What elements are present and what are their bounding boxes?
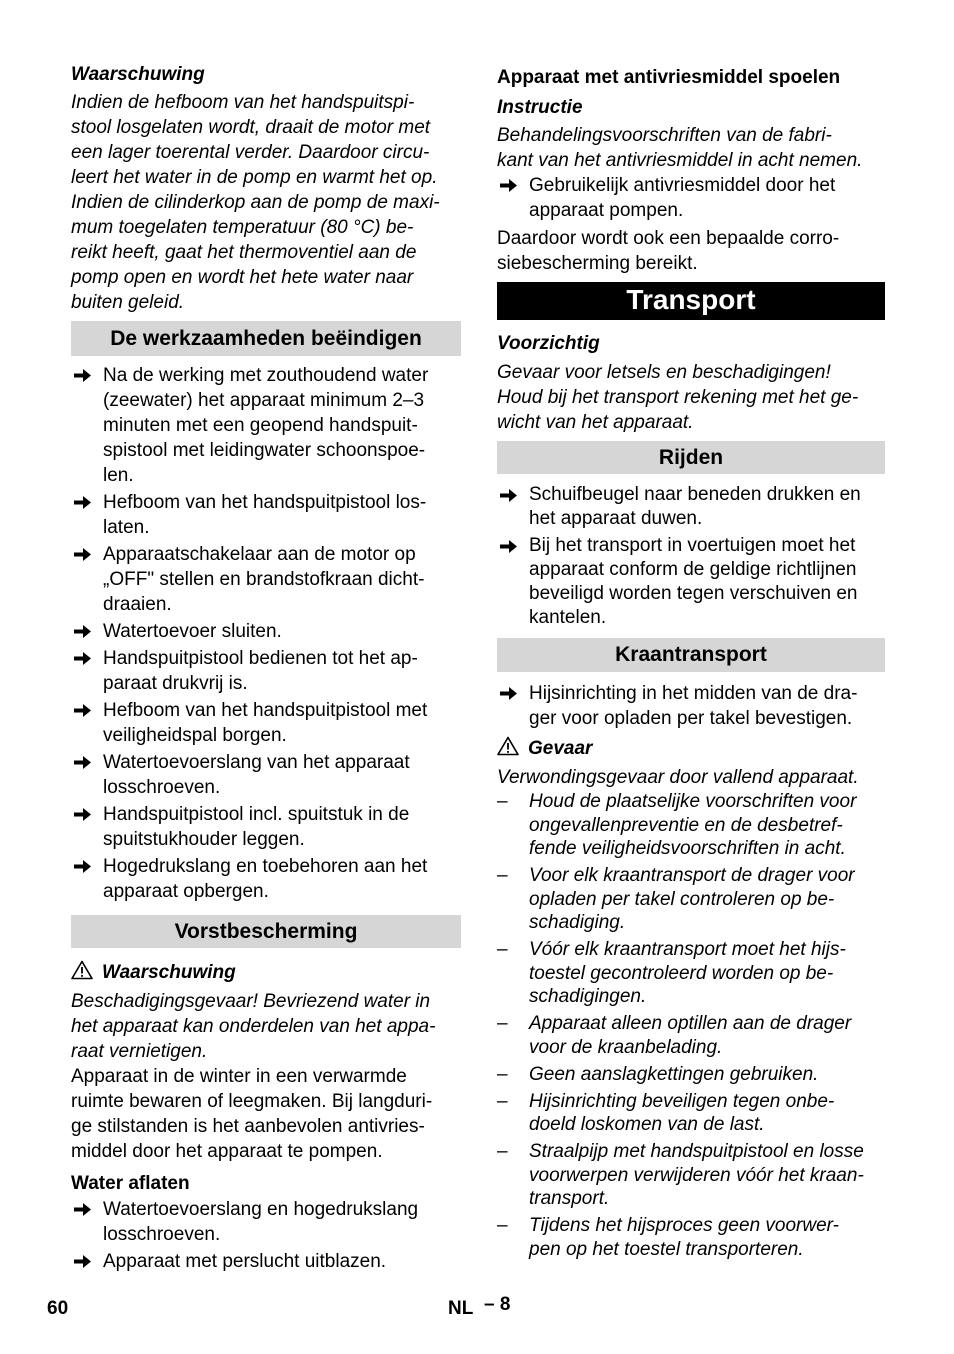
werkzaamheden-list [71, 363, 461, 904]
item-line: Watertoevoerslang van het apparaat [103, 752, 410, 773]
item-line: voor de kraanbelading. [529, 1036, 723, 1058]
bullet-item [71, 363, 461, 488]
text-line: mum toegelaten temperatuur (80 °C) be- [71, 217, 414, 238]
dash-item [497, 1090, 885, 1137]
text-line: Daardoor wordt ook een bepaalde corro- [497, 228, 840, 249]
arrow-right-icon [71, 698, 93, 723]
arrow-right-icon [71, 1197, 93, 1222]
arrow-right-icon [71, 646, 93, 671]
arrow-right-icon [497, 483, 519, 508]
arrow-right-icon [497, 173, 519, 198]
text-line: Indien de hefboom van het handspuitspi- [71, 92, 415, 113]
item-line: opladen per takel controleren op be- [529, 888, 835, 910]
warning-triangle-icon [71, 960, 93, 980]
dash-marker: – [497, 1141, 508, 1162]
dash-item [497, 1012, 885, 1059]
item-line: Hijsinrichting in het midden van de dra- [529, 683, 858, 704]
item-line: spuitstukhouder leggen. [103, 829, 305, 850]
item-line: Na de werking met zouthoudend water [103, 365, 429, 386]
item-line: Handspuitpistool bedienen tot het ap- [103, 648, 418, 669]
text-line: siebescherming bereikt. [497, 253, 698, 274]
item-line: schadiging. [529, 912, 626, 933]
text-line: stool losgelaten wordt, draait de motor met [71, 117, 431, 138]
dash-marker: – [497, 791, 508, 812]
item-line: losschroeven. [103, 1224, 221, 1245]
spoelen-list [497, 173, 885, 223]
arrow-right-icon [71, 619, 93, 644]
text-line: Behandelingsvoorschriften van de fabri- [497, 125, 832, 146]
gevaar-intro: Verwondingsgevaar door vallend apparaat. [497, 767, 859, 788]
page-number: 60 [47, 1298, 69, 1319]
vorst-warning-heading [71, 960, 461, 985]
text-line: wicht van het apparaat. [497, 412, 694, 433]
spoelen-body [497, 226, 885, 276]
spoelen-heading: Apparaat met antivriesmiddel spoelen [497, 67, 841, 88]
instructie-heading: Instructie [497, 97, 583, 118]
bullet-item [71, 619, 461, 644]
gevaar-heading [497, 736, 885, 761]
dash-item [497, 938, 885, 1009]
dash-marker: – [497, 1013, 508, 1034]
language-code: NL [448, 1298, 474, 1319]
item-line: Apparaat alleen optillen aan de drager [529, 1013, 852, 1034]
item-line: voorwerpen verwijderen vóór het kraan- [529, 1164, 864, 1186]
item-line: Vóór elk kraantransport moet het hijs- [529, 939, 846, 960]
arrow-right-icon [71, 750, 93, 775]
warning-text [71, 90, 461, 315]
item-line: draaien. [103, 594, 172, 615]
item-line: Geen aanslagkettingen gebruiken. [529, 1063, 819, 1085]
bullet-item [71, 1197, 461, 1247]
item-line: Hefboom van het handspuitpistool met [103, 700, 428, 721]
item-line: paraat drukvrij is. [103, 673, 248, 694]
item-line: fende veiligheidsvoorschriften in acht. [529, 838, 846, 859]
item-line: (zeewater) het apparaat minimum 2–3 [103, 390, 425, 411]
dash-item [497, 790, 885, 861]
water-aflaten-heading: Water aflaten [71, 1173, 190, 1194]
bullet-item [71, 490, 461, 540]
item-line: Handspuitpistool incl. spuitstuk in de [103, 804, 410, 825]
bullet-item [71, 854, 461, 904]
item-line: apparaat opbergen. [103, 881, 269, 902]
section-heading-werkzaamheden: De werkzaamheden beëindigen [71, 321, 461, 356]
arrow-right-icon [71, 542, 93, 567]
arrow-right-icon [71, 1249, 93, 1274]
text-line: Gevaar voor letsels en beschadigingen! [497, 362, 831, 383]
section-heading-kraantransport: Kraantransport [497, 638, 885, 672]
section-page-number: – 8 [484, 1294, 511, 1315]
transport-heading: Transport [497, 282, 885, 320]
vorst-warning-label: Waarschuwing [102, 962, 236, 983]
text-line: pomp open en wordt het hete water naar [71, 267, 414, 288]
dash-marker: – [497, 1063, 508, 1085]
dash-marker: – [497, 939, 508, 960]
text-line: raat vernietigen. [71, 1041, 208, 1062]
item-line: apparaat pompen. [529, 200, 684, 221]
item-line: Tijdens het hijsproces geen voorwer- [529, 1215, 839, 1236]
arrow-right-icon [497, 681, 519, 706]
item-line: „OFF" stellen en brandstofkraan dicht- [103, 569, 425, 590]
warning-heading: Waarschuwing [71, 64, 205, 85]
arrow-right-icon [497, 534, 519, 559]
text-line: middel door het apparaat te pompen. [71, 1141, 383, 1162]
item-line: losschroeven. [103, 777, 221, 798]
bullet-item [497, 483, 885, 531]
dash-item [497, 864, 885, 935]
item-line: len. [103, 465, 134, 486]
item-line: kantelen. [529, 607, 607, 628]
text-line: Indien de cilinderkop aan de pomp de maxi- [71, 192, 440, 213]
text-line: een lager toerental verder. Daardoor circu- [71, 142, 430, 163]
text-line: Apparaat in de winter in een verwarmde [71, 1066, 407, 1087]
item-line: Gebruikelijk antivriesmiddel door het [529, 175, 836, 196]
item-line: Apparaat met perslucht uitblazen. [103, 1251, 387, 1272]
gevaar-dash-list [497, 790, 885, 1261]
text-line: ge stilstanden is het aanbevolen antivries- [71, 1116, 425, 1137]
item-line: Straalpijp met handspuitpistool en losse [529, 1141, 864, 1162]
text-line: Houd bij het transport rekening met het ge- [497, 387, 859, 408]
bullet-item [497, 534, 885, 630]
bullet-item [71, 542, 461, 617]
dash-marker: – [497, 1215, 508, 1236]
instructie-text [497, 123, 885, 173]
arrow-right-icon [71, 490, 93, 515]
item-line: minuten met een geopend handspuit- [103, 415, 418, 436]
arrow-right-icon [71, 802, 93, 827]
item-line: spistool met leidingwater schoonspoe- [103, 440, 426, 461]
text-line: ruimte bewaren of leegmaken. Bij langduri- [71, 1091, 433, 1112]
item-line: Schuifbeugel naar beneden drukken en [529, 484, 861, 505]
text-line: reikt heeft, gaat het thermoventiel aan de [71, 242, 417, 263]
item-line: ger voor opladen per takel bevestigen. [529, 708, 853, 729]
item-line: schadigingen. [529, 986, 647, 1007]
text-line: buiten geleid. [71, 292, 185, 313]
bullet-item [71, 646, 461, 696]
voorzichtig-text [497, 360, 885, 435]
vorst-body-text [71, 1064, 461, 1164]
arrow-right-icon [71, 854, 93, 879]
gevaar-label: Gevaar [528, 738, 593, 759]
dash-marker: – [497, 865, 508, 886]
arrow-right-icon [71, 363, 93, 388]
dash-item [497, 1063, 885, 1087]
item-line: Hefboom van het handspuitpistool los- [103, 492, 427, 513]
rijden-list [497, 483, 885, 630]
item-line: Hijsinrichting beveiligen tegen onbe- [529, 1090, 835, 1112]
kraan-list [497, 681, 885, 731]
item-line: pen op het toestel transporteren. [529, 1238, 804, 1260]
item-line: beveiligd worden tegen verschuiven en [529, 583, 858, 604]
dash-item [497, 1140, 885, 1211]
text-line: kant van het antivriesmiddel in acht nemen. [497, 150, 863, 171]
water-aflaten-list [71, 1197, 461, 1274]
section-heading-vorstbescherming: Vorstbescherming [71, 915, 461, 948]
section-heading-rijden: Rijden [497, 441, 885, 474]
item-line: Apparaatschakelaar aan de motor op [103, 544, 416, 565]
bullet-item [71, 802, 461, 852]
item-line: Bij het transport in voertuigen moet het [529, 535, 856, 556]
item-line: het apparaat duwen. [529, 508, 703, 529]
item-line: apparaat conform de geldige richtlijnen [529, 559, 857, 580]
item-line: laten. [103, 517, 150, 538]
item-line: Voor elk kraantransport de drager voor [529, 865, 855, 886]
item-line: veiligheidspal borgen. [103, 725, 287, 746]
bullet-item [71, 1249, 461, 1274]
bullet-item [497, 681, 885, 731]
item-line: transport. [529, 1188, 610, 1209]
bullet-item [71, 698, 461, 748]
vorst-warning-text [71, 989, 461, 1064]
item-line: ongevallenpreventie en de desbetref- [529, 814, 843, 836]
text-line: het apparaat kan onderdelen van het appa- [71, 1016, 436, 1037]
bullet-item [497, 173, 885, 223]
text-line: Beschadigingsgevaar! Bevriezend water in [71, 991, 431, 1012]
item-line: toestel gecontroleerd worden op be- [529, 962, 834, 984]
item-line: Houd de plaatselijke voorschriften voor [529, 791, 857, 812]
voorzichtig-heading: Voorzichtig [497, 333, 600, 354]
bullet-item [71, 750, 461, 800]
item-line: Hogedrukslang en toebehoren aan het [103, 856, 428, 877]
text-line: leert het water in de pomp en warmt het op. [71, 167, 438, 188]
item-line: Watertoevoer sluiten. [103, 621, 282, 642]
item-line: Watertoevoerslang en hogedrukslang [103, 1199, 419, 1220]
dash-marker: – [497, 1090, 508, 1112]
warning-triangle-icon [497, 736, 519, 756]
dash-item [497, 1214, 885, 1261]
item-line: doeld loskomen van de last. [529, 1114, 765, 1135]
